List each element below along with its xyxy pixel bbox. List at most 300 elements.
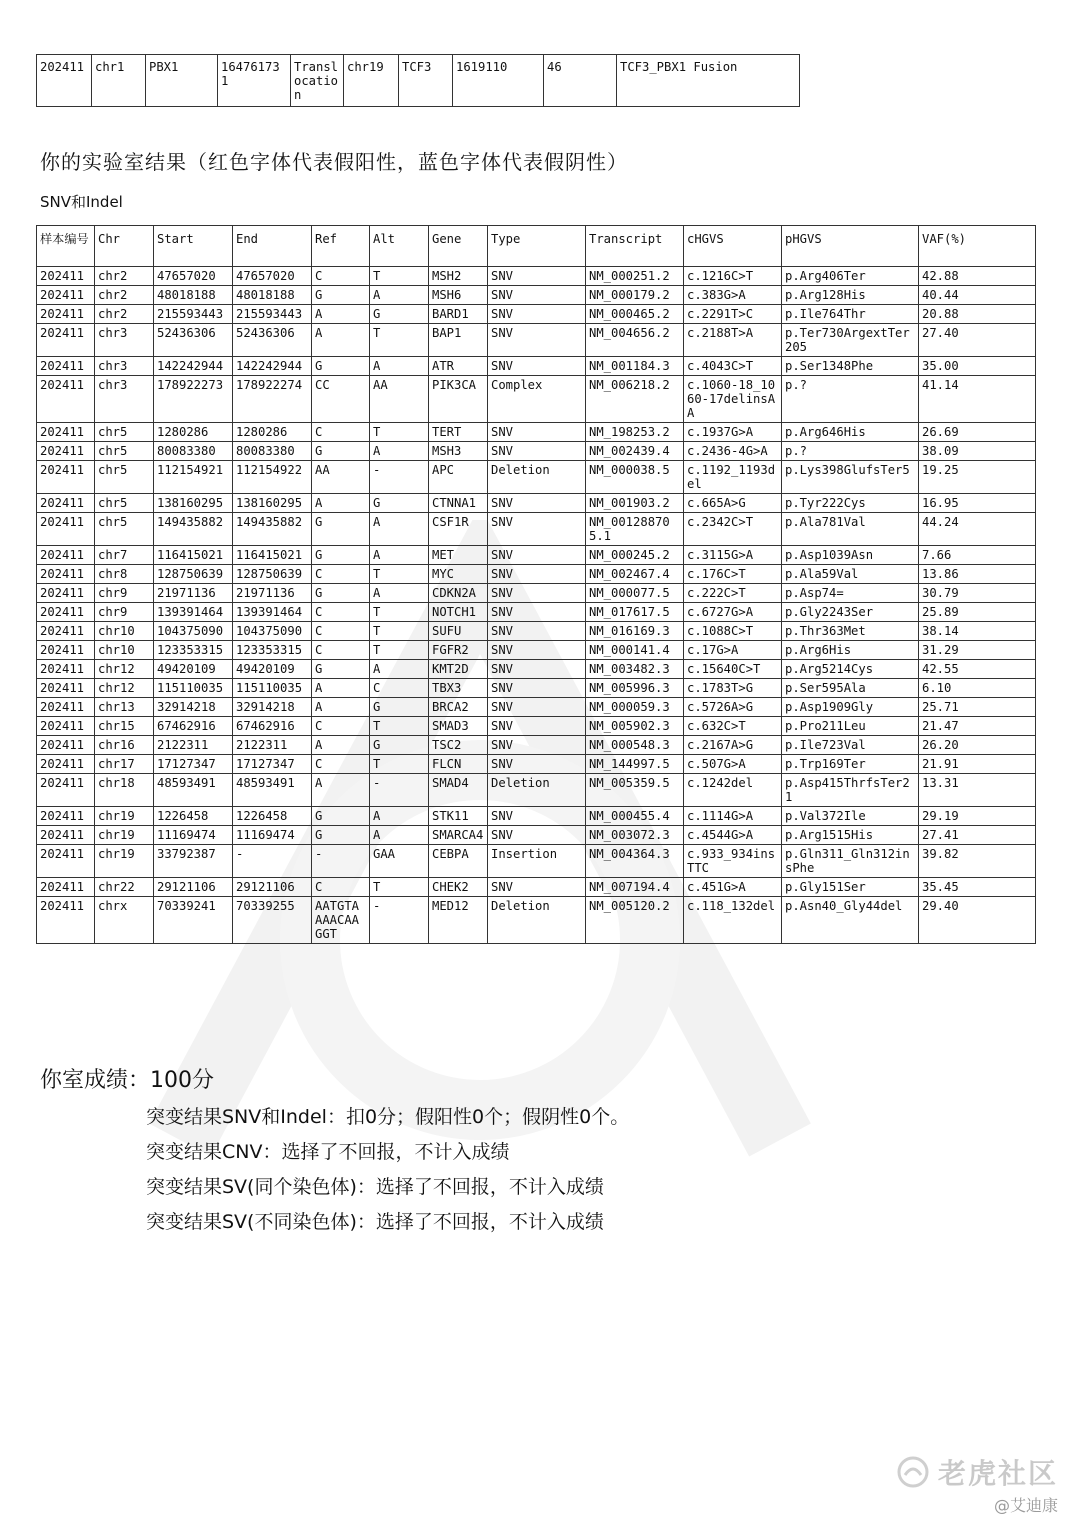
table-cell: c.1192_1193del: [684, 461, 782, 494]
table-cell: c.2167A>G: [684, 736, 782, 755]
table-cell: SMAD3: [429, 717, 488, 736]
table-cell: T: [370, 423, 429, 442]
table-cell: 21.47: [919, 717, 1036, 736]
table-cell: NM_005902.3: [586, 717, 684, 736]
score-title: 你室成绩：100分: [40, 1068, 214, 1093]
table-cell: chr19: [344, 55, 399, 107]
table-cell: CHEK2: [429, 878, 488, 897]
table-cell: A: [370, 513, 429, 546]
table-cell: G: [312, 660, 370, 679]
table-cell: 202411: [37, 461, 95, 494]
table-cell: TSC2: [429, 736, 488, 755]
table-cell: A: [370, 807, 429, 826]
table-cell: 38.09: [919, 442, 1036, 461]
table-cell: T: [370, 622, 429, 641]
table-cell: p.Gln311_Gln312insPhe: [782, 845, 919, 878]
table-cell: AA: [312, 461, 370, 494]
table-cell: chr5: [95, 513, 154, 546]
table-cell: chr17: [95, 755, 154, 774]
table-cell: 202411: [37, 660, 95, 679]
summary-line: 突变结果SNV和Indel：扣0分；假阳性0个；假阴性0个。: [146, 1106, 630, 1128]
table-cell: G: [370, 494, 429, 513]
table-cell: chr19: [95, 807, 154, 826]
table-cell: PBX1: [146, 55, 218, 107]
table-cell: T: [370, 755, 429, 774]
table-cell: 202411: [37, 641, 95, 660]
table-row: [37, 878, 1036, 897]
table-cell: c.1216C>T: [684, 267, 782, 286]
table-cell: 70339241: [154, 897, 233, 944]
table-cell: chr8: [95, 565, 154, 584]
table-cell: chr3: [95, 357, 154, 376]
table-cell: c.2436-4G>A: [684, 442, 782, 461]
table-cell: chr22: [95, 878, 154, 897]
column-header: pHGVS: [782, 226, 919, 267]
table-cell: Complex: [488, 376, 586, 423]
table-cell: 149435882: [154, 513, 233, 546]
table-row: [37, 423, 1036, 442]
table-cell: 6.10: [919, 679, 1036, 698]
table-cell: SNV: [488, 584, 586, 603]
table-cell: 215593443: [154, 305, 233, 324]
table-cell: p.Arg406Ter: [782, 267, 919, 286]
table-cell: SNV: [488, 660, 586, 679]
table-cell: A: [312, 679, 370, 698]
table-row: [37, 641, 1036, 660]
table-cell: SNV: [488, 878, 586, 897]
table-cell: CSF1R: [429, 513, 488, 546]
table-cell: NM_000059.3: [586, 698, 684, 717]
table-cell: 52436306: [233, 324, 312, 357]
table-cell: 128750639: [154, 565, 233, 584]
table-cell: 202411: [37, 622, 95, 641]
table-cell: c.176C>T: [684, 565, 782, 584]
table-cell: SNV: [488, 603, 586, 622]
table-cell: 80083380: [233, 442, 312, 461]
table-cell: A: [370, 660, 429, 679]
table-cell: chr7: [95, 546, 154, 565]
table-cell: G: [312, 826, 370, 845]
table-cell: Deletion: [488, 461, 586, 494]
summary-line: 突变结果SV(同个染色体)：选择了不回报，不计入成绩: [146, 1176, 604, 1198]
table-cell: 1280286: [233, 423, 312, 442]
table-cell: p.Trp169Ter: [782, 755, 919, 774]
table-cell: 115110035: [233, 679, 312, 698]
table-cell: 202411: [37, 755, 95, 774]
table-cell: p.Gly2243Ser: [782, 603, 919, 622]
table-cell: chr18: [95, 774, 154, 807]
table-cell: 32914218: [233, 698, 312, 717]
table-cell: BAP1: [429, 324, 488, 357]
table-cell: 202411: [37, 55, 92, 107]
table-cell: 202411: [37, 357, 95, 376]
table-cell: 116415021: [233, 546, 312, 565]
table-cell: 138160295: [233, 494, 312, 513]
table-cell: 67462916: [154, 717, 233, 736]
table-cell: 21971136: [233, 584, 312, 603]
table-row: [37, 679, 1036, 698]
brand-name: 老虎社区: [937, 1457, 1058, 1490]
table-cell: C: [312, 267, 370, 286]
table-cell: NM_000245.2: [586, 546, 684, 565]
table-cell: SNV: [488, 565, 586, 584]
table-cell: 202411: [37, 546, 95, 565]
table-cell: Insertion: [488, 845, 586, 878]
table-cell: 202411: [37, 679, 95, 698]
table-cell: C: [312, 423, 370, 442]
table-cell: c.1060-18_1060-17delinsAA: [684, 376, 782, 423]
table-cell: 21.91: [919, 755, 1036, 774]
table-cell: 215593443: [233, 305, 312, 324]
table-row: [37, 376, 1036, 423]
table-row: [37, 807, 1036, 826]
table-cell: c.2291T>C: [684, 305, 782, 324]
table-cell: p.Arg646His: [782, 423, 919, 442]
table-cell: FGFR2: [429, 641, 488, 660]
table-cell: c.4544G>A: [684, 826, 782, 845]
table-row: [37, 622, 1036, 641]
score-summary: [146, 1100, 629, 1240]
table-cell: 142242944: [233, 357, 312, 376]
results-heading: 你的实验室结果（红色字体代表假阳性，蓝色字体代表假阴性）: [40, 150, 628, 174]
table-cell: NM_002467.4: [586, 565, 684, 584]
table-cell: MSH2: [429, 267, 488, 286]
table-cell: 1619110: [453, 55, 544, 107]
table-row: [37, 546, 1036, 565]
table-cell: C: [312, 622, 370, 641]
table-cell: c.1242del: [684, 774, 782, 807]
table-cell: SNV: [488, 622, 586, 641]
author-credit: @艾迪康: [993, 1496, 1058, 1515]
table-cell: p.Arg5214Cys: [782, 660, 919, 679]
table-cell: ATR: [429, 357, 488, 376]
table-cell: 202411: [37, 376, 95, 423]
table-cell: G: [312, 442, 370, 461]
table-cell: chr3: [95, 376, 154, 423]
table-cell: NM_144997.5: [586, 755, 684, 774]
table-cell: G: [312, 286, 370, 305]
table-cell: 17127347: [233, 755, 312, 774]
table-cell: G: [370, 736, 429, 755]
table-cell: G: [312, 807, 370, 826]
table-cell: A: [312, 774, 370, 807]
table-cell: C: [370, 679, 429, 698]
table-cell: chr19: [95, 826, 154, 845]
table-cell: A: [312, 494, 370, 513]
tiger-logo-icon: [896, 1455, 930, 1489]
table-cell: 202411: [37, 717, 95, 736]
table-cell: T: [370, 267, 429, 286]
table-cell: TBX3: [429, 679, 488, 698]
table-cell: c.507G>A: [684, 755, 782, 774]
table-cell: 26.20: [919, 736, 1036, 755]
table-cell: SNV: [488, 641, 586, 660]
table-cell: 26.69: [919, 423, 1036, 442]
table-cell: G: [312, 584, 370, 603]
table-cell: NM_000251.2: [586, 267, 684, 286]
table-cell: MYC: [429, 565, 488, 584]
table-cell: p.?: [782, 442, 919, 461]
table-cell: SNV: [488, 736, 586, 755]
table-cell: BARD1: [429, 305, 488, 324]
table-cell: 49420109: [233, 660, 312, 679]
table-cell: MED12: [429, 897, 488, 944]
table-cell: T: [370, 603, 429, 622]
table-cell: chr10: [95, 622, 154, 641]
table-cell: 115110035: [154, 679, 233, 698]
table-cell: c.933_934insTTC: [684, 845, 782, 878]
table-row: [37, 565, 1036, 584]
table-cell: T: [370, 565, 429, 584]
table-cell: NM_005996.3: [586, 679, 684, 698]
table-cell: 1280286: [154, 423, 233, 442]
table-cell: A: [312, 324, 370, 357]
table-cell: NOTCH1: [429, 603, 488, 622]
table-cell: C: [312, 565, 370, 584]
table-cell: A: [312, 305, 370, 324]
table-row: [37, 286, 1036, 305]
table-cell: 11169474: [154, 826, 233, 845]
table-cell: TCF3_PBX1 Fusion: [617, 55, 800, 107]
table-cell: 42.88: [919, 267, 1036, 286]
table-cell: NM_016169.3: [586, 622, 684, 641]
table-cell: SNV: [488, 305, 586, 324]
table-cell: NM_004656.2: [586, 324, 684, 357]
table-cell: 123353315: [233, 641, 312, 660]
table-cell: G: [312, 513, 370, 546]
table-cell: FLCN: [429, 755, 488, 774]
table-cell: 67462916: [233, 717, 312, 736]
table-cell: T: [370, 878, 429, 897]
table-row: [37, 267, 1036, 286]
table-cell: 1226458: [233, 807, 312, 826]
table-cell: GAA: [370, 845, 429, 878]
table-cell: 20.88: [919, 305, 1036, 324]
table-cell: chr1: [92, 55, 146, 107]
table-cell: 202411: [37, 897, 95, 944]
table-cell: 202411: [37, 736, 95, 755]
table-cell: p.Arg6His: [782, 641, 919, 660]
table-cell: 40.44: [919, 286, 1036, 305]
table-cell: chr16: [95, 736, 154, 755]
table-cell: SNV: [488, 546, 586, 565]
table-cell: c.2342C>T: [684, 513, 782, 546]
table-cell: 35.00: [919, 357, 1036, 376]
table-cell: 164761731: [218, 55, 291, 107]
table-cell: APC: [429, 461, 488, 494]
table-cell: C: [312, 641, 370, 660]
table-cell: SNV: [488, 442, 586, 461]
table-cell: p.Val372Ile: [782, 807, 919, 826]
table-row: [37, 698, 1036, 717]
table-cell: 1226458: [154, 807, 233, 826]
table-cell: 48018188: [154, 286, 233, 305]
table-cell: 202411: [37, 494, 95, 513]
table-cell: 202411: [37, 826, 95, 845]
table-cell: 202411: [37, 324, 95, 357]
column-header: Chr: [95, 226, 154, 267]
table-cell: 70339255: [233, 897, 312, 944]
table-cell: CDKN2A: [429, 584, 488, 603]
table-cell: SNV: [488, 807, 586, 826]
table-cell: SNV: [488, 267, 586, 286]
column-header: Gene: [429, 226, 488, 267]
table-cell: -: [312, 845, 370, 878]
table-cell: p.Ser1348Phe: [782, 357, 919, 376]
table-cell: 44.24: [919, 513, 1036, 546]
table-cell: 41.14: [919, 376, 1036, 423]
table-cell: NM_001184.3: [586, 357, 684, 376]
table-cell: 112154921: [154, 461, 233, 494]
column-header: Transcript: [586, 226, 684, 267]
table-cell: chr3: [95, 324, 154, 357]
column-header: 样本编号: [37, 226, 95, 267]
table-cell: 202411: [37, 267, 95, 286]
table-cell: AA: [370, 376, 429, 423]
table-cell: c.451G>A: [684, 878, 782, 897]
table-cell: A: [312, 698, 370, 717]
table-cell: NM_198253.2: [586, 423, 684, 442]
table-cell: chr2: [95, 267, 154, 286]
table-cell: NM_007194.4: [586, 878, 684, 897]
table-cell: BRCA2: [429, 698, 488, 717]
table-cell: p.Pro211Leu: [782, 717, 919, 736]
table-cell: SNV: [488, 717, 586, 736]
table-cell: 47657020: [154, 267, 233, 286]
table-cell: 13.31: [919, 774, 1036, 807]
table-row: [37, 774, 1036, 807]
table-cell: G: [312, 357, 370, 376]
table-cell: c.1114G>A: [684, 807, 782, 826]
table-cell: p.Ile723Val: [782, 736, 919, 755]
table-cell: chr13: [95, 698, 154, 717]
table-cell: c.632C>T: [684, 717, 782, 736]
table-cell: 123353315: [154, 641, 233, 660]
table-cell: A: [370, 584, 429, 603]
table-cell: CTNNA1: [429, 494, 488, 513]
table-cell: MET: [429, 546, 488, 565]
table-row: [37, 717, 1036, 736]
table-cell: c.665A>G: [684, 494, 782, 513]
table-cell: chr19: [95, 845, 154, 878]
table-cell: chr2: [95, 286, 154, 305]
table-cell: 33792387: [154, 845, 233, 878]
table-cell: 202411: [37, 774, 95, 807]
table-cell: 139391464: [233, 603, 312, 622]
table-cell: SNV: [488, 494, 586, 513]
table-row: [37, 461, 1036, 494]
table-cell: c.383G>A: [684, 286, 782, 305]
table-cell: T: [370, 324, 429, 357]
table-cell: CC: [312, 376, 370, 423]
table-cell: C: [312, 755, 370, 774]
table-cell: p.Ter730ArgextTer205: [782, 324, 919, 357]
table-cell: p.Gly151Ser: [782, 878, 919, 897]
table-row: [37, 584, 1036, 603]
table-cell: C: [312, 878, 370, 897]
table-cell: p.Arg128His: [782, 286, 919, 305]
table-cell: NM_000455.4: [586, 807, 684, 826]
table-cell: 7.66: [919, 546, 1036, 565]
table-row: [37, 736, 1036, 755]
table-cell: NM_000465.2: [586, 305, 684, 324]
table-cell: 35.45: [919, 878, 1036, 897]
table-row: [37, 755, 1036, 774]
column-header: Start: [154, 226, 233, 267]
table-cell: 48593491: [154, 774, 233, 807]
table-cell: NM_004364.3: [586, 845, 684, 878]
table-cell: NM_002439.4: [586, 442, 684, 461]
table-cell: p.Arg1515His: [782, 826, 919, 845]
table-cell: A: [370, 826, 429, 845]
table-cell: 138160295: [154, 494, 233, 513]
table-cell: 47657020: [233, 267, 312, 286]
table-cell: 202411: [37, 878, 95, 897]
table-cell: p.Ile764Thr: [782, 305, 919, 324]
table-cell: NM_001903.2: [586, 494, 684, 513]
table-cell: NM_000548.3: [586, 736, 684, 755]
table-cell: C: [312, 603, 370, 622]
table-cell: -: [233, 845, 312, 878]
table-cell: 25.71: [919, 698, 1036, 717]
table-cell: 49420109: [154, 660, 233, 679]
section-subheading: SNV和Indel: [40, 193, 123, 211]
table-cell: p.Tyr222Cys: [782, 494, 919, 513]
table-row: [37, 324, 1036, 357]
column-header: Ref: [312, 226, 370, 267]
table-cell: p.Asp1039Asn: [782, 546, 919, 565]
table-cell: SNV: [488, 513, 586, 546]
table-cell: p.Asp1909Gly: [782, 698, 919, 717]
table-cell: NM_000179.2: [586, 286, 684, 305]
table-cell: -: [370, 461, 429, 494]
table-cell: p.Ala781Val: [782, 513, 919, 546]
table-cell: SNV: [488, 698, 586, 717]
table-cell: c.222C>T: [684, 584, 782, 603]
table-cell: Deletion: [488, 897, 586, 944]
table-cell: p.Asp74=: [782, 584, 919, 603]
table-cell: 202411: [37, 603, 95, 622]
table-cell: SMAD4: [429, 774, 488, 807]
table-cell: KMT2D: [429, 660, 488, 679]
table-cell: NM_000141.4: [586, 641, 684, 660]
table-cell: c.15640C>T: [684, 660, 782, 679]
table-cell: SNV: [488, 324, 586, 357]
table-cell: 38.14: [919, 622, 1036, 641]
table-cell: chr2: [95, 305, 154, 324]
table-row: [37, 305, 1036, 324]
table-cell: 19.25: [919, 461, 1036, 494]
table-cell: CEBPA: [429, 845, 488, 878]
column-header: Alt: [370, 226, 429, 267]
table-cell: STK11: [429, 807, 488, 826]
table-cell: Deletion: [488, 774, 586, 807]
table-cell: 29121106: [233, 878, 312, 897]
table-cell: SNV: [488, 755, 586, 774]
table-cell: NM_005120.2: [586, 897, 684, 944]
table-row: [37, 442, 1036, 461]
table-cell: SNV: [488, 286, 586, 305]
table-cell: chr9: [95, 584, 154, 603]
table-cell: 202411: [37, 305, 95, 324]
table-cell: MSH6: [429, 286, 488, 305]
table-cell: 2122311: [154, 736, 233, 755]
table-cell: c.118_132del: [684, 897, 782, 944]
table-cell: chr5: [95, 423, 154, 442]
table-cell: NM_003072.3: [586, 826, 684, 845]
table-cell: 202411: [37, 442, 95, 461]
table-cell: G: [370, 698, 429, 717]
